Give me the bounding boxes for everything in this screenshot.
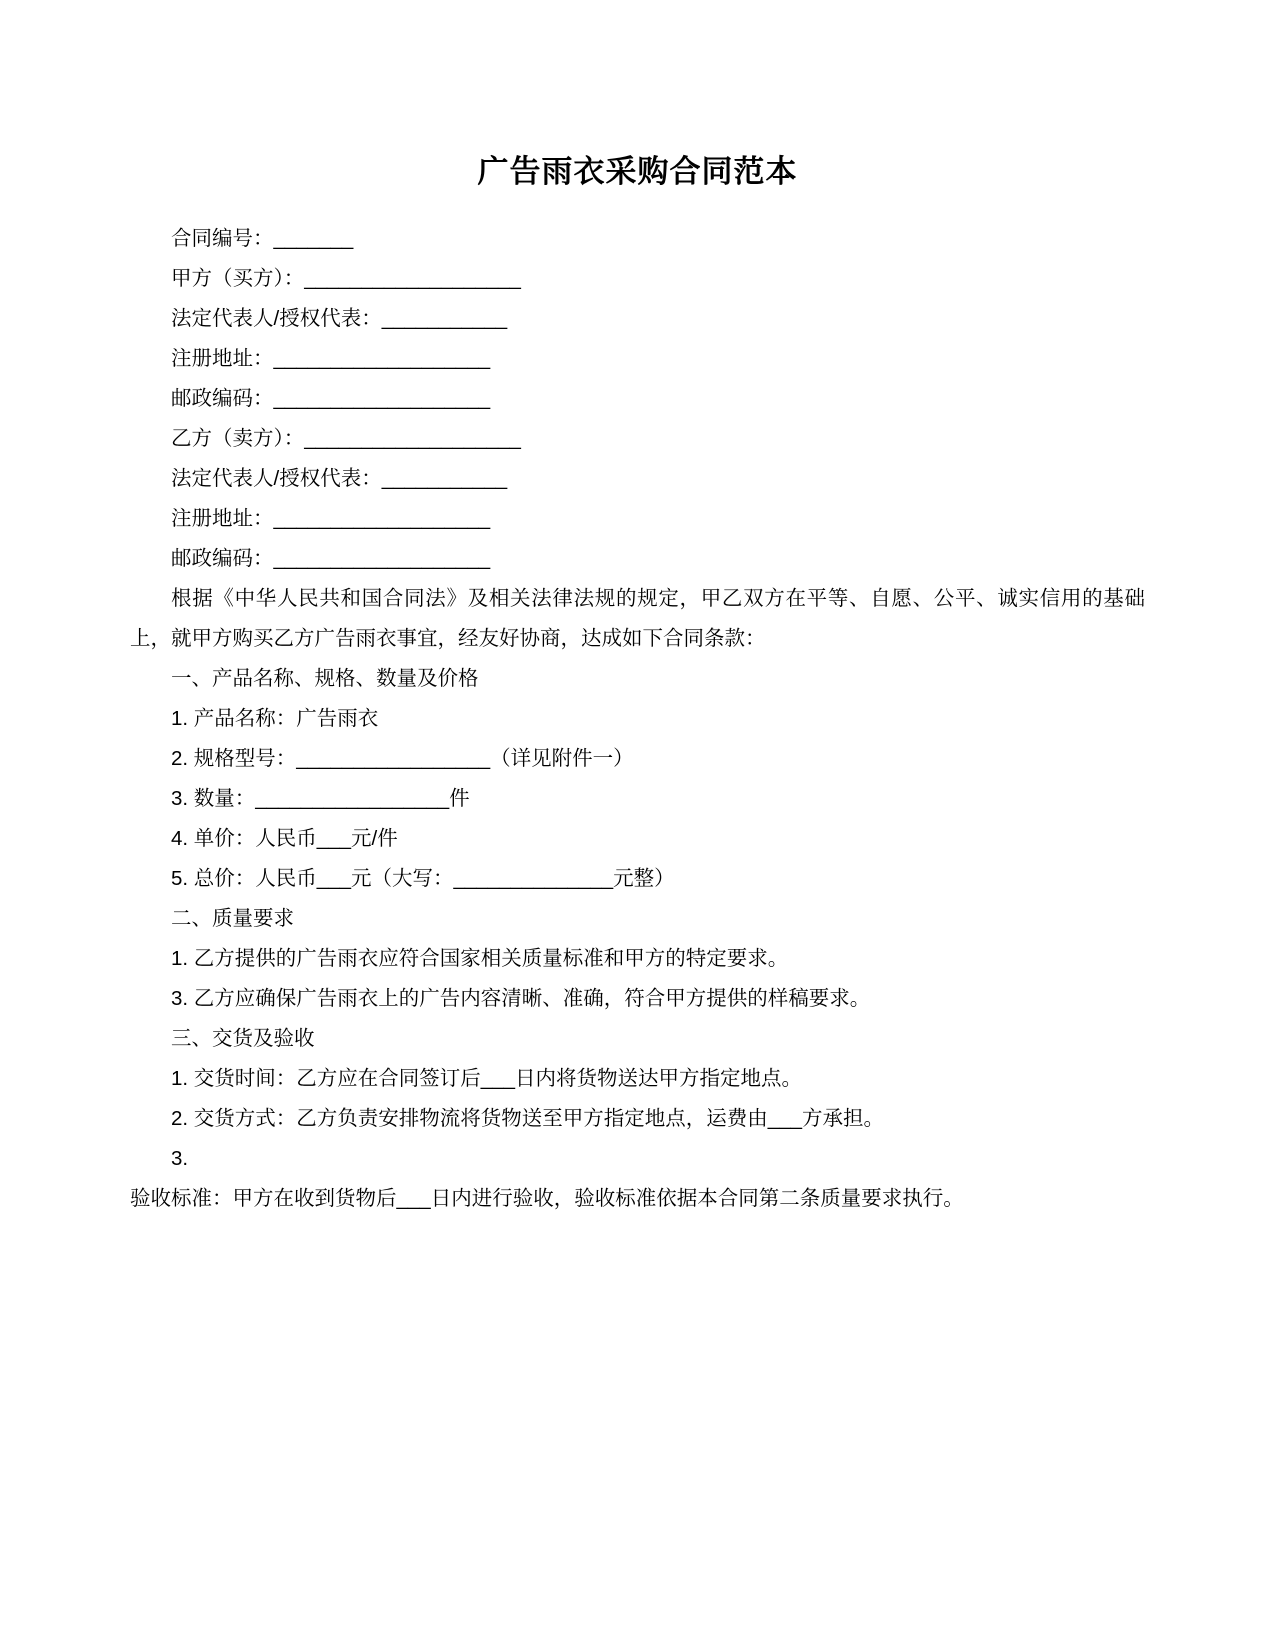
section-2-item-1: 1. 乙方提供的广告雨衣应符合国家相关质量标准和甲方的特定要求。: [171, 946, 789, 970]
page-title: 广告雨衣采购合同范本: [477, 154, 798, 189]
section-1-item-3: 3. 数量：_________________件: [171, 786, 470, 810]
section-1-item-5: 5. 总价：人民币___元（大写：______________元整）: [171, 866, 675, 890]
section-products: [130, 659, 1145, 899]
field-party-a: 甲方（买方）：___________________: [171, 267, 521, 291]
section-heading-2: 二、质量要求: [171, 906, 294, 930]
section-3-item-1: 1. 交货时间：乙方应在合同签订后___日内将货物送达甲方指定地点。: [171, 1066, 802, 1090]
section-quality: [130, 899, 1145, 1019]
field-party-b-representative: 法定代表人/授权代表：___________: [171, 467, 508, 491]
section-heading-1: 一、产品名称、规格、数量及价格: [171, 667, 479, 691]
preamble-paragraph: 根据《中华人民共和国合同法》及相关法律法规的规定，甲乙双方在平等、自愿、公平、诚实信用的基础上，就甲方购买乙方广告雨衣事宜，经友好协商，达成如下合同条款：: [130, 587, 1145, 651]
acceptance-standard-paragraph: 验收标准：甲方在收到货物后___日内进行验收，验收标准依据本合同第二条质量要求执行。: [130, 1186, 964, 1210]
field-party-a-address: 注册地址：___________________: [171, 347, 491, 371]
field-party-b: 乙方（卖方）：___________________: [171, 427, 521, 451]
section-1-item-2: 2. 规格型号：_________________（详见附件一）: [171, 746, 634, 770]
field-contract-number: 合同编号：_______: [171, 227, 354, 251]
field-party-a-postcode: 邮政编码：___________________: [171, 387, 491, 411]
section-1-item-1: 1. 产品名称：广告雨衣: [171, 707, 379, 731]
section-3-item-3: 3.: [171, 1146, 189, 1170]
section-heading-3: 三、交货及验收: [171, 1026, 315, 1050]
section-2-item-2: 3. 乙方应确保广告雨衣上的广告内容清晰、准确，符合甲方提供的样稿要求。: [171, 986, 871, 1010]
section-1-item-4: 4. 单价：人民币___元/件: [171, 826, 398, 850]
field-party-b-postcode: 邮政编码：___________________: [171, 547, 491, 571]
field-party-b-address: 注册地址：___________________: [171, 507, 491, 531]
section-delivery: [130, 1019, 1145, 1179]
field-party-a-representative: 法定代表人/授权代表：___________: [171, 307, 508, 331]
section-3-item-2: 2. 交货方式：乙方负责安排物流将货物送至甲方指定地点，运费由___方承担。: [171, 1106, 884, 1130]
contract-header-fields: [130, 219, 1145, 579]
